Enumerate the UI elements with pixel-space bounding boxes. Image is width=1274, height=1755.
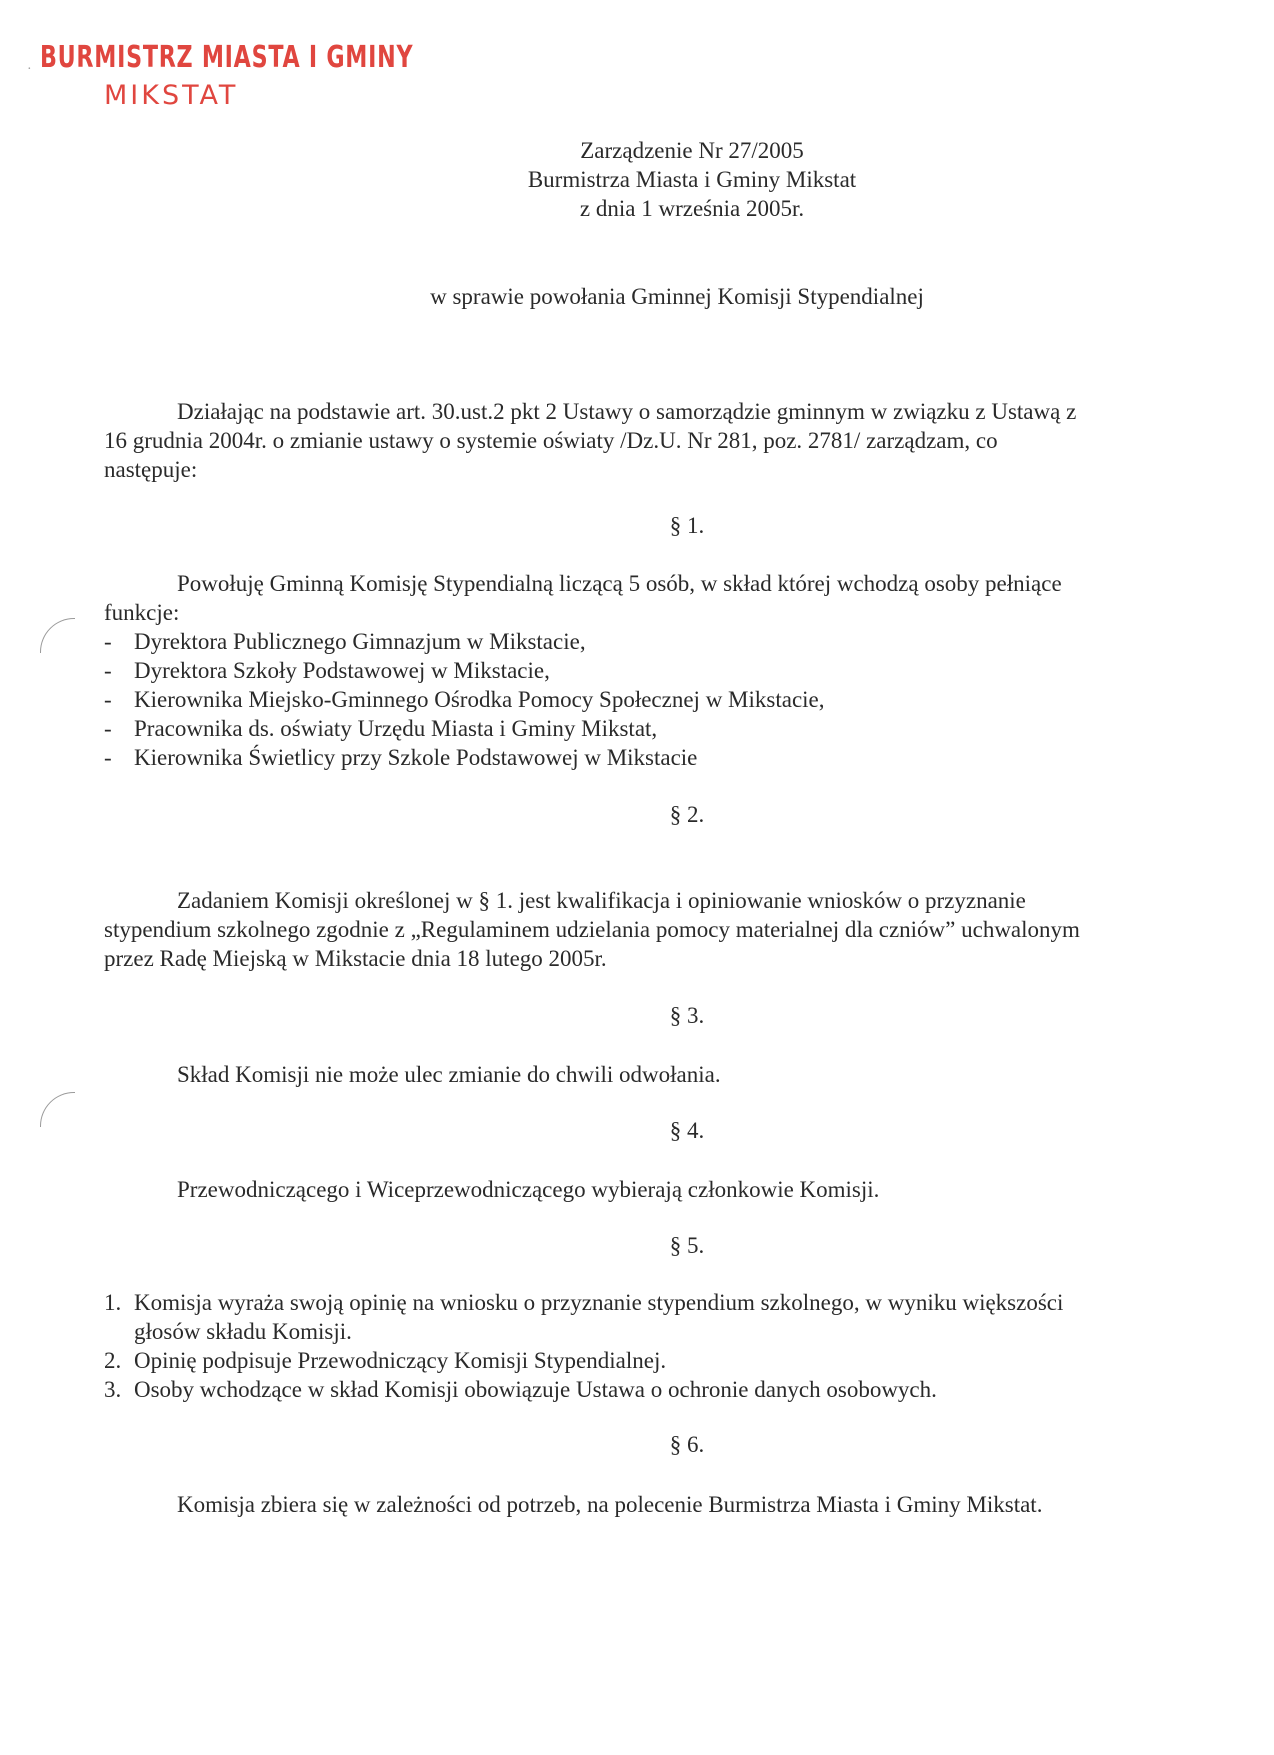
official-stamp [27, 40, 414, 111]
section-6-heading: § 6. [669, 1432, 705, 1457]
section-5-body [104, 1288, 1084, 1404]
list-number: 3. [104, 1377, 122, 1402]
list-item: - Pracownika ds. oświaty Urzędu Miasta i Gminy Mikstat, [104, 714, 1084, 743]
document-title: Zarządzenie Nr 27/2005 [580, 138, 804, 163]
punch-hole-mark-top [40, 618, 75, 653]
list-item: - Kierownika Świetlicy przy Szkole Podstawowej w Mikstacie [104, 743, 1084, 772]
section-2-text: Zadaniem Komisji określonej w § 1. jest kwalifikacja i opiniowanie wniosków o przyznanie stypendium szkolnego zgodnie z „Regulaminem udzielania pomocy materialnej dla czniów” uchwalonym przez Radę Miejską w Mikstacie dnia 18 lutego 2005r. [104, 888, 1080, 971]
section-5-heading: § 5. [669, 1233, 705, 1258]
section-3-heading: § 3. [669, 1003, 705, 1028]
list-item [104, 1375, 1084, 1404]
section-1-heading: § 1. [669, 513, 705, 538]
list-text: Opinię podpisuje Przewodniczący Komisji Stypendialnej. [134, 1348, 667, 1373]
list-text: Komisja wyraża swoją opinię na wniosku o przyznanie stypendium szkolnego, w wyniku większości głosów składu Komisji. [134, 1290, 1064, 1344]
section-4-text: Przewodniczącego i Wiceprzewodniczącego wybierają członkowie Komisji. [177, 1177, 880, 1202]
list-item: - Dyrektora Szkoły Podstawowej w Mikstacie, [104, 656, 1084, 685]
list-item [104, 1346, 1084, 1375]
section-5-list [104, 1288, 1084, 1404]
list-item: - Kierownika Miejsko-Gminnego Ośrodka Pomocy Społecznej w Mikstacie, [104, 685, 1084, 714]
list-item [104, 1288, 1084, 1346]
list-text: Osoby wchodzące w skład Komisji obowiązuje Ustawa o ochronie danych osobowych. [134, 1377, 937, 1402]
section-1-list [104, 627, 1084, 772]
stamp-title: BURMISTRZ MIASTA I GMINY [40, 40, 414, 75]
document-header [0, 136, 1274, 223]
preamble: Działając na podstawie art. 30.ust.2 pkt 2 Ustawy o samorządzie gminnym w związku z Ustawą z 16 grudnia 2004r. o zmianie ustawy o systemie oświaty /Dz.U. Nr 281, poz. 2781/ zarządzam, co następuje: [104, 399, 1077, 482]
section-4-heading: § 4. [669, 1118, 705, 1143]
stamp-town: MIKSTAT [104, 80, 239, 111]
section-1-intro: Powołuję Gminną Komisję Stypendialną liczącą 5 osób, w skład której wchodzą osoby pełniące funkcje: [104, 571, 1062, 625]
stamp-dot: · [27, 62, 32, 77]
list-number: 2. [104, 1348, 122, 1373]
document-date: z dnia 1 września 2005r. [579, 196, 805, 221]
document-issuer: Burmistrza Miasta i Gminy Mikstat [527, 167, 857, 192]
section-3-text: Skład Komisji nie może ulec zmianie do chwili odwołania. [177, 1062, 721, 1087]
document-subject: w sprawie powołania Gminnej Komisji Stypendialnej [430, 284, 924, 309]
list-item: - Dyrektora Publicznego Gimnazjum w Mikstacie, [104, 627, 1084, 656]
section-1-body [104, 569, 1084, 772]
list-number: 1. [104, 1290, 122, 1315]
section-6-text: Komisja zbiera się w zależności od potrzeb, na polecenie Burmistrza Miasta i Gminy Mikstat. [177, 1492, 1043, 1517]
section-2-heading: § 2. [669, 802, 705, 827]
